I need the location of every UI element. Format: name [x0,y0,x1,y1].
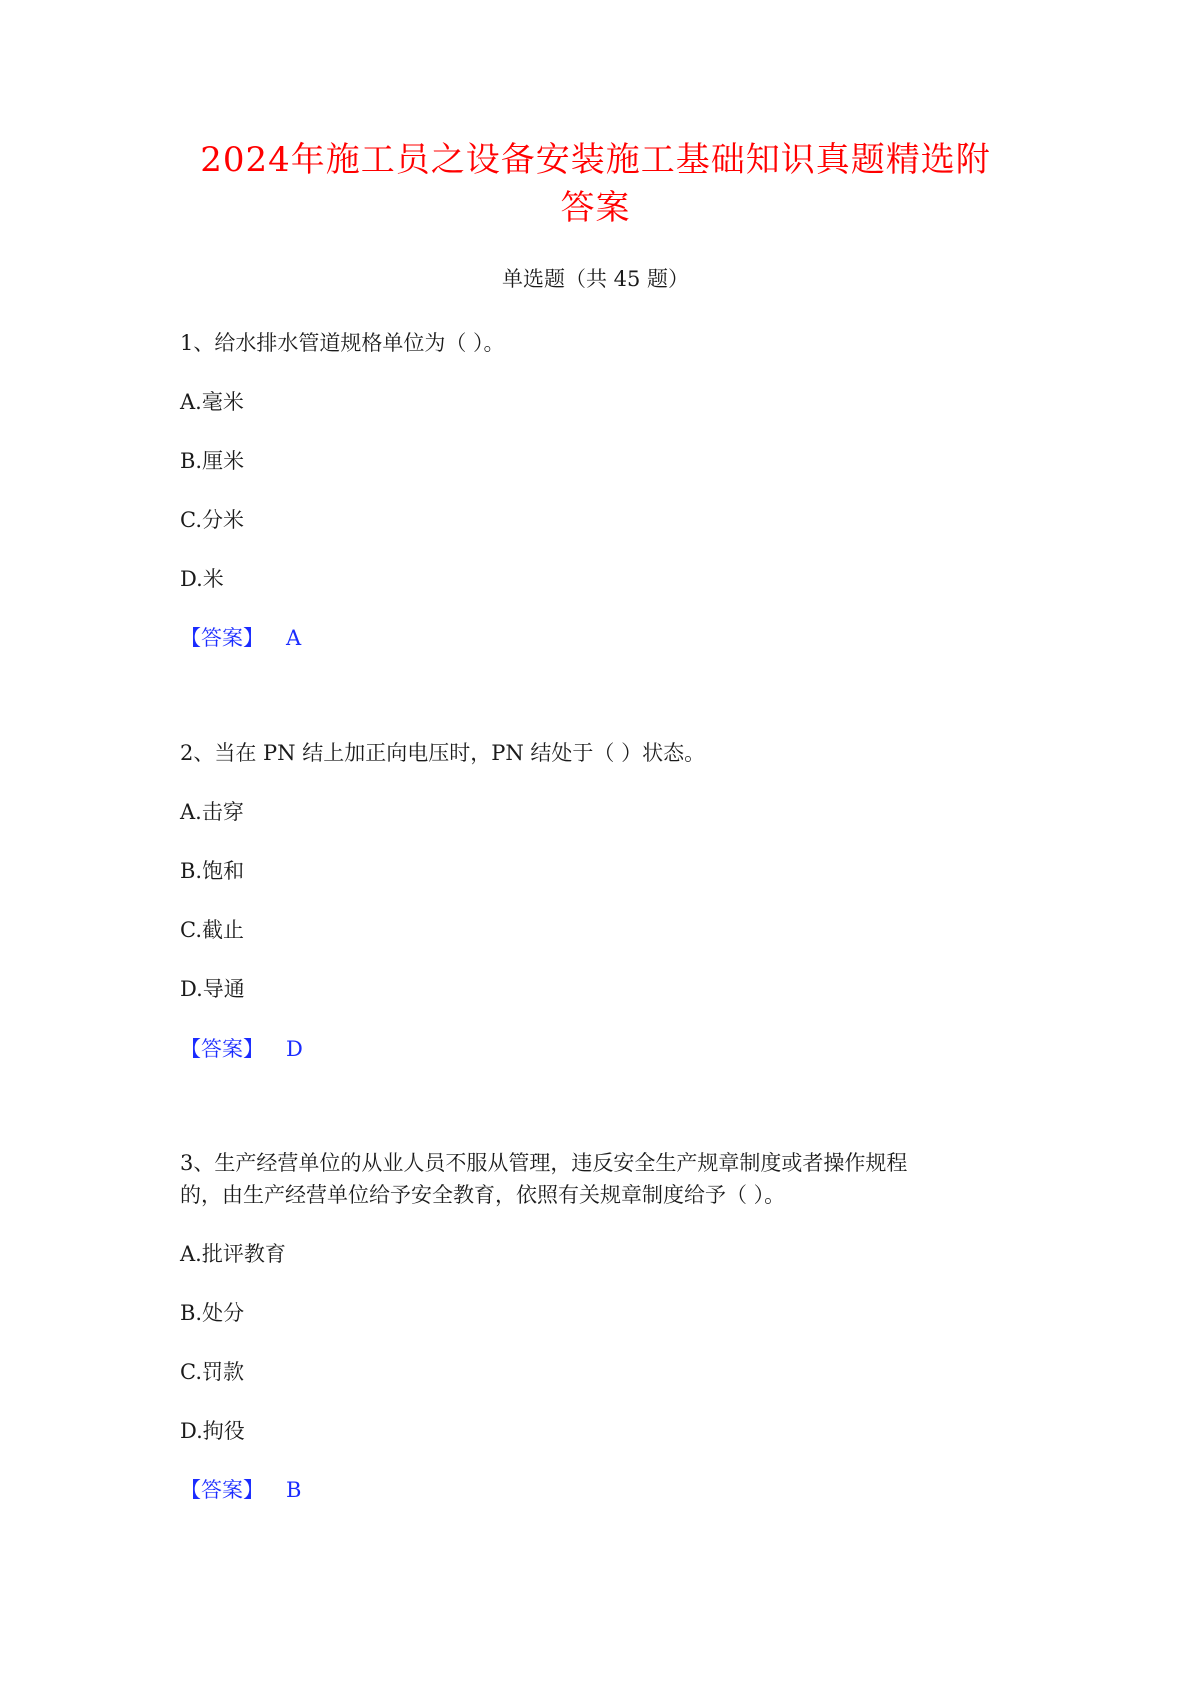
question-2-option-c: C.截止 [180,918,244,942]
question-3-stem-line-1: 3、生产经营单位的从业人员不服从管理，违反安全生产规章制度或者操作规程 [180,1151,908,1175]
question-1-option-a: A.毫米 [180,390,244,414]
answer-label: 【答案】 [180,1478,264,1502]
question-1-option-b: B.厘米 [180,449,245,473]
question-3-option-b: B.处分 [180,1301,245,1325]
answer-value: B [286,1478,302,1502]
answer-value: A [286,626,302,650]
question-2-option-a: A.击穿 [180,800,244,824]
question-2-stem: 2、当在 PN 结上加正向电压时，PN 结处于（ ）状态。 [180,741,706,765]
question-1-option-d: D.米 [180,567,224,591]
question-3-stem-line-2: 的，由生产经营单位给予安全教育，依照有关规章制度给予（ ）。 [180,1183,786,1207]
answer-label: 【答案】 [180,626,264,650]
document-title-line-1: 2024年施工员之设备安装施工基础知识真题精选附 [200,140,991,180]
question-3-answer [180,1475,301,1505]
answer-value: D [286,1037,303,1061]
question-3-option-d: D.拘役 [180,1419,245,1443]
question-1-stem: 1、给水排水管道规格单位为（ ）。 [180,331,505,355]
question-2-option-d: D.导通 [180,977,245,1001]
question-1-option-c: C.分米 [180,508,244,532]
section-heading: 单选题（共 45 题） [501,267,690,291]
question-3-option-c: C.罚款 [180,1360,244,1384]
document-title-line-2: 答案 [560,188,631,228]
question-3-option-a: A.批评教育 [180,1242,286,1266]
question-1-answer [180,623,301,653]
question-2-option-b: B.饱和 [180,859,245,883]
answer-label: 【答案】 [180,1037,264,1061]
question-2-answer [180,1034,303,1064]
